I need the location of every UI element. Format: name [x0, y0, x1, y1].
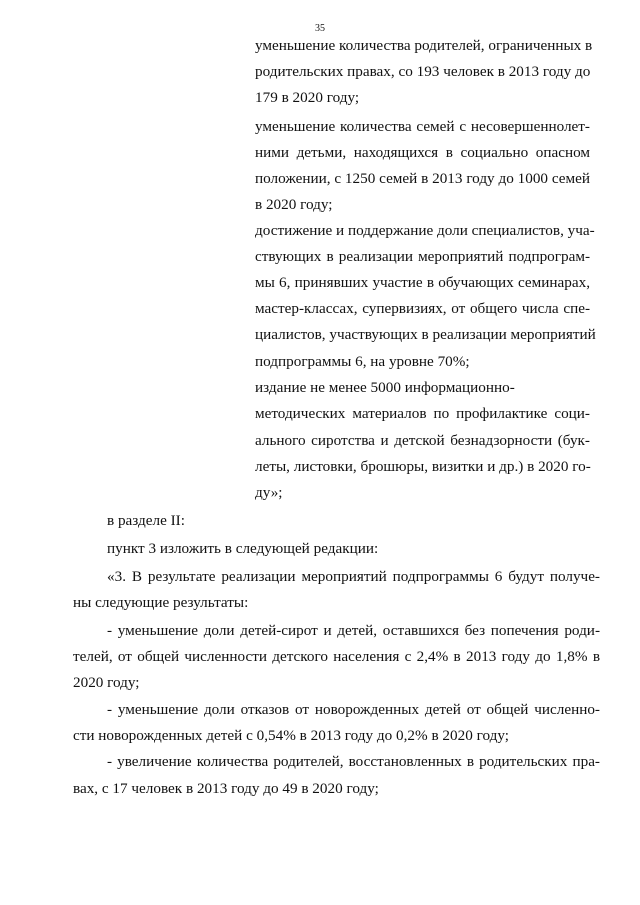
section-reference: в разделе II: [107, 512, 185, 529]
text-line: методических материалов по профилактике соци- [255, 405, 590, 422]
text-line: мы 6, принявших участие в обучающих семинарах, [255, 274, 590, 291]
text-line: издание не менее 5000 информационно- [255, 379, 515, 396]
text-line: ального сиротства и детской безнадзорности (бук- [255, 432, 590, 449]
text-line: ними детьми, находящихся в социально опасном [255, 144, 590, 161]
instruction-text: пункт 3 изложить в следующей редакции: [107, 540, 379, 557]
text-line: мастер-классах, супервизиях, от общего числа спе- [255, 300, 590, 317]
text-line: в 2020 году; [255, 196, 333, 213]
text-line: подпрограммы 6, на уровне 70%; [255, 353, 470, 370]
page-number: 35 [315, 23, 325, 34]
text-line: ствующих в реализации мероприятий подпрограм- [255, 248, 590, 265]
text-line: 2020 году; [73, 674, 140, 691]
text-line: родительских правах, со 193 человек в 2013 году до [255, 63, 591, 80]
text-line: «3. В результате реализации мероприятий подпрограммы 6 будут получе- [107, 568, 600, 585]
text-line: уменьшение количества семей с несовершеннолет- [255, 118, 590, 135]
text-line: ду»; [255, 484, 283, 501]
text-line: 179 в 2020 году; [255, 89, 360, 106]
text-line: вах, с 17 человек в 2013 году до 49 в 2020 году; [73, 780, 379, 797]
text-line: телей, от общей численности детского населения с 2,4% в 2013 году до 1,8% в [73, 648, 600, 665]
text-line: достижение и поддержание доли специалистов, уча- [255, 222, 595, 239]
text-line: - уменьшение доли детей-сирот и детей, оставшихся без попечения роди- [107, 622, 600, 639]
text-line: циалистов, участвующих в реализации мероприятий [255, 326, 596, 343]
text-line: уменьшение количества родителей, ограниченных в [255, 37, 593, 54]
text-line: - увеличение количества родителей, восстановленных в родительских пра- [107, 753, 600, 770]
text-line: положении, с 1250 семей в 2013 году до 1000 семей [255, 170, 590, 187]
text-line: леты, листовки, брошюры, визитки и др.) в 2020 го- [255, 458, 591, 475]
text-line: ны следующие результаты: [73, 594, 249, 611]
text-line: - уменьшение доли отказов от новорожденных детей от общей численно- [107, 701, 600, 718]
text-line: сти новорожденных детей с 0,54% в 2013 году до 0,2% в 2020 году; [73, 727, 509, 744]
